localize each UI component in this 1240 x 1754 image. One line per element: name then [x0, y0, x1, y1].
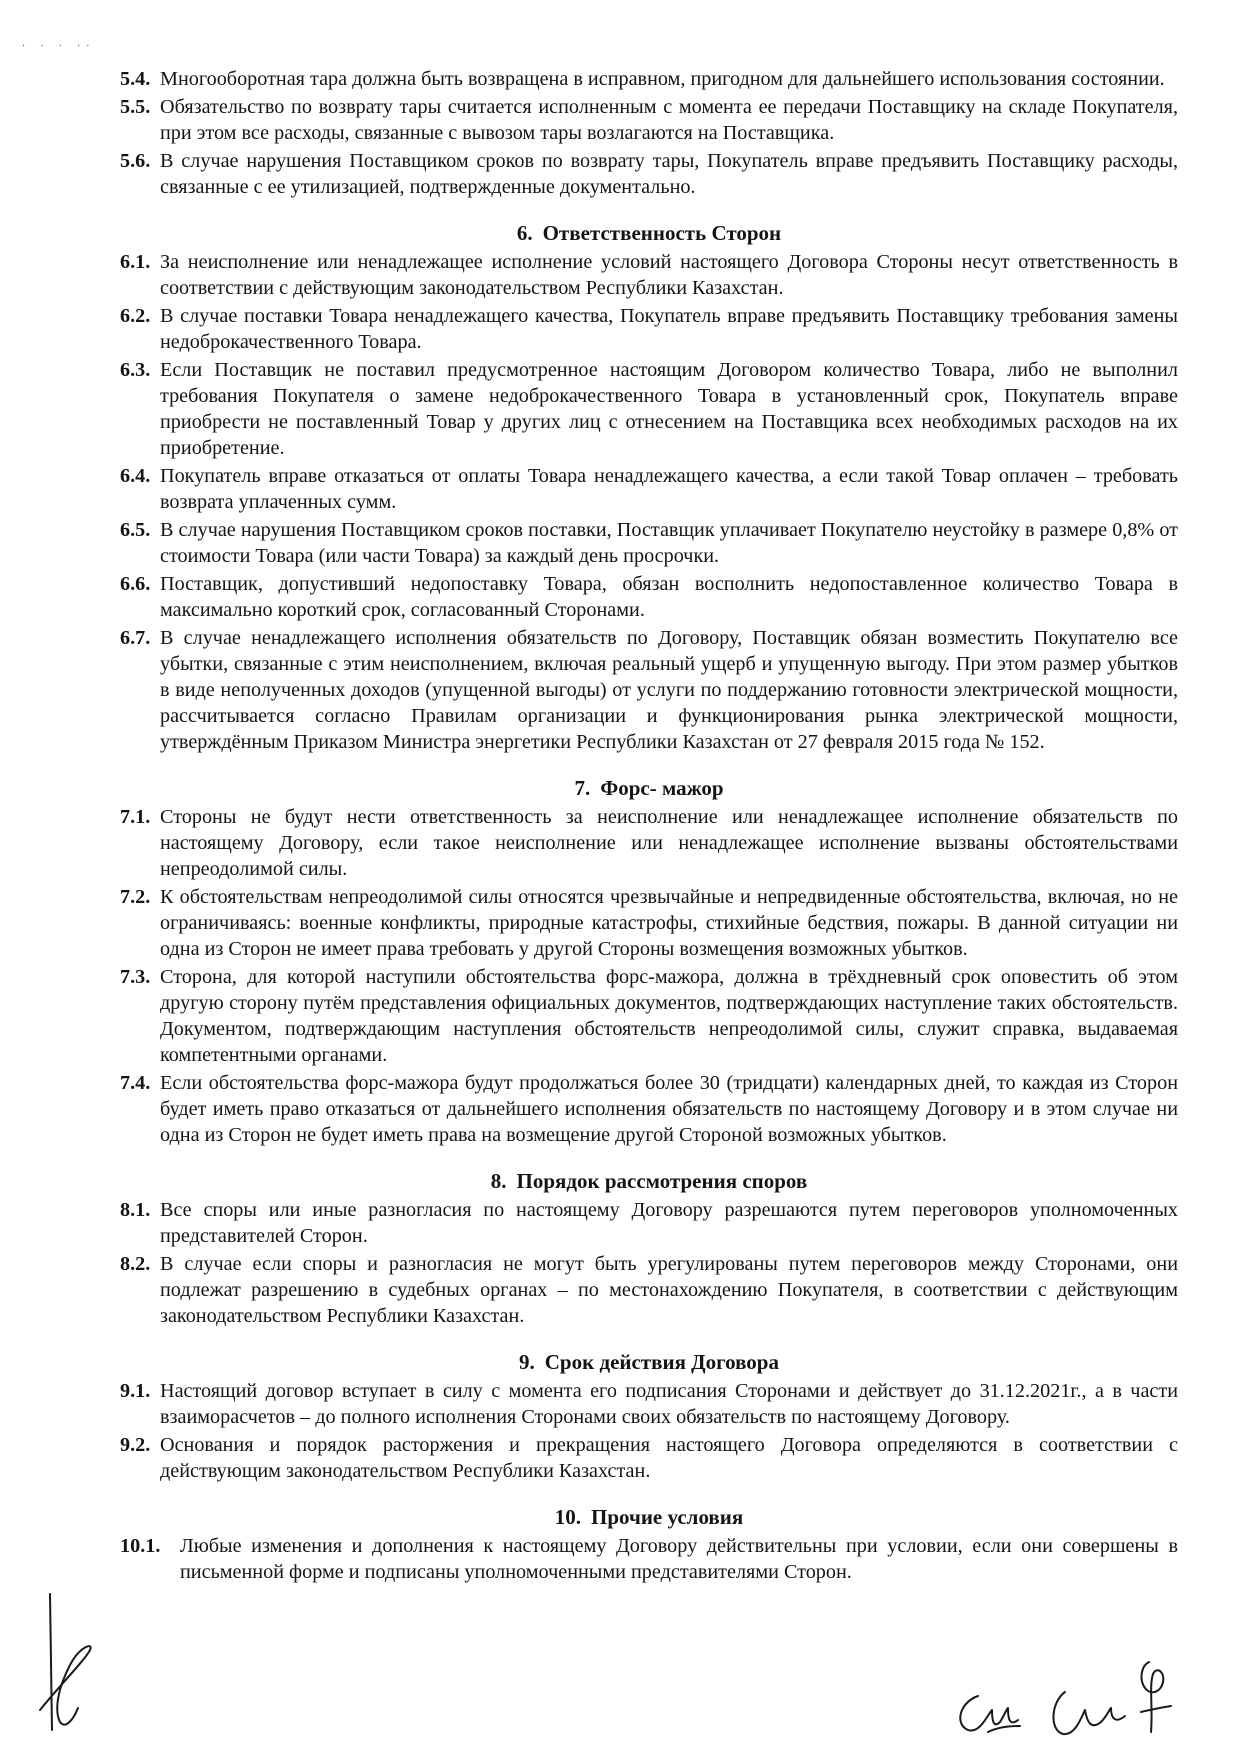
- clause-text: Стороны не будут нести ответственность за неисполнение или ненадлежащее исполнение обязательств по настоящему Договору, если такое неисполнение или ненадлежащее исполнение вызваны обстоятельствами непреодолимой силы.: [160, 806, 1178, 880]
- clause-text: Обязательство по возврату тары считается исполненным с момента ее передачи Поставщику на складе Покупателя, при этом все расходы, связанные с вывозом тары возлагаются на Поставщика.: [160, 96, 1178, 144]
- clause-text: В случае поставки Товара ненадлежащего качества, Покупатель вправе предъявить Поставщику требования замены недоброкачественного Товара.: [160, 305, 1178, 353]
- clause: [120, 463, 1178, 515]
- clause-text: В случае нарушения Поставщиком сроков по возврату тары, Покупатель вправе предъявить Поставщику расходы, связанные с ее утилизацией, подтвержденные документально.: [160, 150, 1178, 198]
- clause-number: 7.4.: [120, 1072, 151, 1094]
- clause: [120, 303, 1178, 355]
- signature-right-2: [1045, 1652, 1185, 1748]
- clause-text: Основания и порядок расторжения и прекращения настоящего Договора определяются в соответствии с действующим законодательством Республики Казахстан.: [160, 1434, 1178, 1482]
- clause-text: Если Поставщик не поставил предусмотренное настоящим Договором количество Товара, либо не выполнил требования Покупателя о замене недоброкачественного Товара в установленный срок, Покупатель вправе приобрести не поставленный Товар у других лиц с отнесением на Поставщика всех необходимых расходов на их приобретение.: [160, 359, 1178, 459]
- scan-artifact-marks: . . . ..: [22, 38, 96, 49]
- clause: [120, 571, 1178, 623]
- section-heading: [120, 220, 1178, 247]
- clause-text: Покупатель вправе отказаться от оплаты Товара ненадлежащего качества, а если такой Товар оплачен – требовать возврата уплаченных сумм.: [160, 465, 1178, 513]
- section-heading: [120, 1349, 1178, 1376]
- section: [120, 775, 1178, 1148]
- clause-number: 8.1.: [120, 1199, 151, 1221]
- section-heading: [120, 1168, 1178, 1195]
- section-heading-number: 7.: [574, 776, 591, 800]
- clause-number: 6.7.: [120, 627, 151, 649]
- clause: [120, 804, 1178, 882]
- clause: [120, 357, 1178, 461]
- section-heading-title: Порядок рассмотрения споров: [516, 1169, 808, 1193]
- clause-text: За неисполнение или ненадлежащее исполнение условий настоящего Договора Стороны несут ответственность в соответствии с действующим законодательством Республики Казахстан.: [160, 251, 1178, 299]
- section: [120, 1168, 1178, 1329]
- contract-body: [120, 66, 1178, 1587]
- clause-number: 6.6.: [120, 573, 151, 595]
- clause-number: 5.5.: [120, 96, 151, 118]
- clause: [120, 1378, 1178, 1430]
- clause: [120, 94, 1178, 146]
- clause: [120, 1432, 1178, 1484]
- section-heading: [120, 775, 1178, 802]
- clause: [120, 249, 1178, 301]
- clause-number: 6.1.: [120, 251, 151, 273]
- clause-text: Любые изменения и дополнения к настоящему Договору действительны при условии, если они совершены в письменной форме и подписаны уполномоченными представителями Сторон.: [180, 1535, 1178, 1583]
- clause: [120, 1533, 1178, 1585]
- section-heading-title: Срок действия Договора: [544, 1350, 779, 1374]
- clause-text: В случае если споры и разногласия не могут быть урегулированы путем переговоров между Сторонами, они подлежат разрешению в судебных органах – по местонахождению Покупателя, в соответствии с действующим законодательством Республики Казахстан.: [160, 1253, 1178, 1327]
- clause-number: 10.1.: [120, 1535, 161, 1557]
- section-heading-title: Ответственность Сторон: [542, 221, 782, 245]
- clause-number: 5.6.: [120, 150, 151, 172]
- clause-text: В случае нарушения Поставщиком сроков поставки, Поставщик уплачивает Покупателю неустойку в размере 0,8% от стоимости Товара (или части Товара) за каждый день просрочки.: [160, 519, 1178, 567]
- clause-text: К обстоятельствам непреодолимой силы относятся чрезвычайные и непредвиденные обстоятельства, включая, но не ограничиваясь: военные конфликты, природные катастрофы, стихийные бедствия, пожары. В данной ситуации ни одна из Сторон не имеет права требовать у другой Стороны возмещения возможных убытков.: [160, 886, 1178, 960]
- clause-number: 6.3.: [120, 359, 151, 381]
- section-heading-number: 9.: [519, 1350, 535, 1374]
- clause: [120, 884, 1178, 962]
- clause-number: 9.2.: [120, 1434, 151, 1456]
- section-heading-number: 8.: [490, 1169, 507, 1193]
- clause-text: Настоящий договор вступает в силу с момента его подписания Сторонами и действует до 31.12.2021г., а в части взаиморасчетов – до полного исполнения Сторонами своих обязательств по настоящему Договору.: [160, 1380, 1178, 1428]
- clause: [120, 1251, 1178, 1329]
- section-heading-number: 6.: [516, 221, 533, 245]
- section-heading-title: Прочие условия: [591, 1505, 744, 1529]
- clause-text: Если обстоятельства форс-мажора будут продолжаться более 30 (тридцати) календарных дней, то каждая из Сторон будет иметь право отказаться от дальнейшего исполнения обязательств по настоящему Договору и в этом случае ни одна из Сторон не будет иметь права на возмещение другой Стороной возможных убытков.: [160, 1072, 1178, 1146]
- section: [120, 220, 1178, 755]
- clause-number: 8.2.: [120, 1253, 151, 1275]
- clause-number: 6.5.: [120, 519, 151, 541]
- margin-signature-left: [30, 1590, 100, 1740]
- clause-text: Поставщик, допустивший недопоставку Товара, обязан восполнить недопоставленное количество Товара в максимально короткий срок, согласованный Сторонами.: [160, 573, 1178, 621]
- clause: [120, 964, 1178, 1068]
- clause-number: 9.1.: [120, 1380, 151, 1402]
- clause-text: Все споры или иные разногласия по настоящему Договору разрешаются путем переговоров уполномоченных представителей Сторон.: [160, 1199, 1178, 1247]
- clause-number: 6.4.: [120, 465, 151, 487]
- clause: [120, 1070, 1178, 1148]
- section: [120, 1504, 1178, 1585]
- signature-right-1: [948, 1684, 1028, 1744]
- clause-number: 7.3.: [120, 966, 151, 988]
- clause: [120, 625, 1178, 755]
- clause-number: 7.2.: [120, 886, 151, 908]
- section-heading-number: 10.: [554, 1505, 581, 1529]
- clause-text: Сторона, для которой наступили обстоятельства форс-мажора, должна в трёхдневный срок оповестить об этом другую сторону путём представления официальных документов, подтверждающих наступление таких обстоятельств. Документом, подтверждающим наступления обстоятельств непреодолимой силы, служит справка, выдаваемая компетентными органами.: [160, 966, 1178, 1066]
- clause-number: 7.1.: [120, 806, 151, 828]
- clause-text: Многооборотная тара должна быть возвращена в исправном, пригодном для дальнейшего использования состоянии.: [160, 68, 1165, 90]
- clause-number: 6.2.: [120, 305, 151, 327]
- clause: [120, 517, 1178, 569]
- clause: [120, 148, 1178, 200]
- section-heading: [120, 1504, 1178, 1531]
- section: [120, 66, 1178, 200]
- section: [120, 1349, 1178, 1484]
- clause-text: В случае ненадлежащего исполнения обязательств по Договору, Поставщик обязан возместить Покупателю все убытки, связанные с этим неисполнением, включая реальный ущерб и упущенную выгоду. При этом размер убытков в виде неполученных доходов (упущенной выгоды) от услуги по поддержанию готовности электрической мощности, рассчитывается согласно Правилам организации и функционирования рынка электрической мощности, утверждённым Приказом Министра энергетики Республики Казахстан от 27 февраля 2015 года № 152.: [160, 627, 1178, 753]
- section-heading-title: Форс- мажор: [600, 776, 724, 800]
- clause-number: 5.4.: [120, 68, 151, 90]
- clause: [120, 1197, 1178, 1249]
- clause: [120, 66, 1178, 92]
